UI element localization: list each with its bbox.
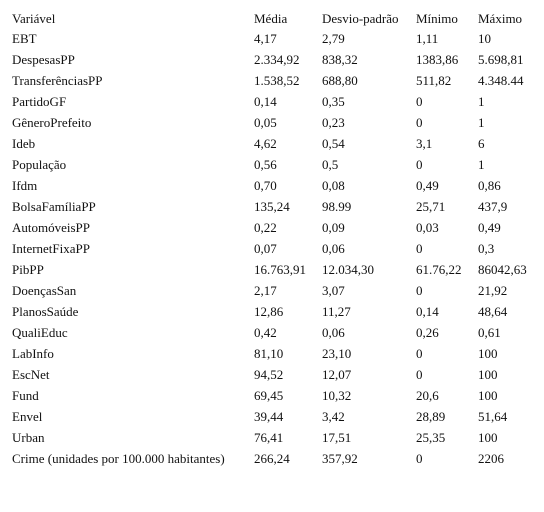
cell-std-dev: 0,09 xyxy=(322,220,345,235)
header-minimum: Mínimo xyxy=(416,11,458,26)
cell-mean: 0,42 xyxy=(254,325,277,340)
cell-variable: Ideb xyxy=(12,136,36,151)
table-row xyxy=(12,364,544,385)
cell-mean: 94,52 xyxy=(254,367,284,382)
cell-minimum: 61.76,22 xyxy=(416,262,462,277)
cell-mean: 0,07 xyxy=(254,241,277,256)
cell-maximum: 0,86 xyxy=(478,178,501,193)
cell-mean: 0,05 xyxy=(254,115,277,130)
cell-std-dev: 838,32 xyxy=(322,52,358,67)
cell-variable: Crime (unidades por 100.000 habitantes) xyxy=(12,451,225,466)
cell-minimum: 0 xyxy=(416,115,423,130)
cell-std-dev: 3,07 xyxy=(322,283,345,298)
cell-minimum: 28,89 xyxy=(416,409,446,424)
cell-minimum: 0 xyxy=(416,451,423,466)
table-row xyxy=(12,280,544,301)
cell-variable: TransferênciasPP xyxy=(12,73,103,88)
cell-std-dev: 17,51 xyxy=(322,430,352,445)
cell-maximum: 0,3 xyxy=(478,241,495,256)
cell-maximum: 1 xyxy=(478,115,485,130)
cell-maximum: 100 xyxy=(478,367,498,382)
cell-std-dev: 0,06 xyxy=(322,325,345,340)
table-row xyxy=(12,196,544,217)
table-header-row xyxy=(12,9,544,28)
header-std-dev: Desvio-padrão xyxy=(322,11,399,26)
table-row xyxy=(12,154,544,175)
cell-minimum: 25,35 xyxy=(416,430,446,445)
cell-maximum: 1 xyxy=(478,94,485,109)
cell-std-dev: 0,06 xyxy=(322,241,345,256)
cell-variable: QualiEduc xyxy=(12,325,68,340)
table-row xyxy=(12,259,544,280)
cell-variable: InternetFixaPP xyxy=(12,241,90,256)
cell-mean: 16.763,91 xyxy=(254,262,306,277)
table-row xyxy=(12,343,544,364)
header-variable: Variável xyxy=(12,11,56,26)
table-row xyxy=(12,112,544,133)
cell-std-dev: 10,32 xyxy=(322,388,352,403)
table-row xyxy=(12,28,544,49)
cell-minimum: 0 xyxy=(416,157,423,172)
cell-variable: PibPP xyxy=(12,262,44,277)
cell-minimum: 3,1 xyxy=(416,136,433,151)
cell-mean: 81,10 xyxy=(254,346,284,361)
cell-std-dev: 0,5 xyxy=(322,157,339,172)
cell-variable: AutomóveisPP xyxy=(12,220,91,235)
table-row xyxy=(12,133,544,154)
cell-minimum: 0 xyxy=(416,346,423,361)
cell-std-dev: 11,27 xyxy=(322,304,351,319)
cell-variable: Fund xyxy=(12,388,39,403)
cell-variable: População xyxy=(12,157,67,172)
cell-std-dev: 12.034,30 xyxy=(322,262,374,277)
cell-mean: 39,44 xyxy=(254,409,284,424)
table-row xyxy=(12,238,544,259)
cell-std-dev: 0,08 xyxy=(322,178,345,193)
cell-mean: 69,45 xyxy=(254,388,284,403)
cell-std-dev: 2,79 xyxy=(322,31,345,46)
cell-mean: 266,24 xyxy=(254,451,290,466)
table-row xyxy=(12,448,544,469)
cell-maximum: 0,49 xyxy=(478,220,501,235)
cell-minimum: 1,11 xyxy=(416,31,439,46)
statistics-table xyxy=(12,9,544,469)
cell-variable: DoençasSan xyxy=(12,283,77,298)
cell-maximum: 2206 xyxy=(478,451,504,466)
cell-maximum: 5.698,81 xyxy=(478,52,524,67)
cell-variable: LabInfo xyxy=(12,346,54,361)
cell-variable: PartidoGF xyxy=(12,94,67,109)
cell-minimum: 0 xyxy=(416,241,423,256)
table-row xyxy=(12,70,544,91)
cell-std-dev: 23,10 xyxy=(322,346,352,361)
cell-mean: 0,70 xyxy=(254,178,277,193)
table-row xyxy=(12,427,544,448)
cell-maximum: 1 xyxy=(478,157,485,172)
cell-minimum: 20,6 xyxy=(416,388,439,403)
cell-std-dev: 0,54 xyxy=(322,136,345,151)
cell-mean: 2.334,92 xyxy=(254,52,300,67)
cell-variable: Ifdm xyxy=(12,178,38,193)
cell-mean: 135,24 xyxy=(254,199,290,214)
cell-minimum: 1383,86 xyxy=(416,52,459,67)
cell-maximum: 437,9 xyxy=(478,199,508,214)
table-row xyxy=(12,301,544,322)
cell-maximum: 100 xyxy=(478,346,498,361)
cell-minimum: 0,14 xyxy=(416,304,439,319)
cell-variable: EBT xyxy=(12,31,37,46)
cell-maximum: 4.348.44 xyxy=(478,73,524,88)
cell-mean: 1.538,52 xyxy=(254,73,300,88)
cell-std-dev: 688,80 xyxy=(322,73,358,88)
cell-variable: BolsaFamíliaPP xyxy=(12,199,96,214)
table-row xyxy=(12,406,544,427)
cell-mean: 2,17 xyxy=(254,283,277,298)
cell-minimum: 0 xyxy=(416,94,423,109)
cell-minimum: 0,49 xyxy=(416,178,439,193)
cell-mean: 0,14 xyxy=(254,94,277,109)
cell-mean: 0,22 xyxy=(254,220,277,235)
cell-variable: PlanosSaúde xyxy=(12,304,79,319)
cell-std-dev: 0,23 xyxy=(322,115,345,130)
cell-variable: Urban xyxy=(12,430,45,445)
cell-variable: EscNet xyxy=(12,367,50,382)
cell-maximum: 51,64 xyxy=(478,409,508,424)
cell-std-dev: 3,42 xyxy=(322,409,345,424)
table-row xyxy=(12,385,544,406)
header-maximum: Máximo xyxy=(478,11,523,26)
cell-maximum: 48,64 xyxy=(478,304,508,319)
cell-variable: DespesasPP xyxy=(12,52,75,67)
cell-minimum: 0,26 xyxy=(416,325,439,340)
cell-std-dev: 357,92 xyxy=(322,451,358,466)
cell-mean: 4,62 xyxy=(254,136,277,151)
table-row xyxy=(12,217,544,238)
table-row xyxy=(12,91,544,112)
table-row xyxy=(12,49,544,70)
cell-minimum: 511,82 xyxy=(416,73,452,88)
table-row xyxy=(12,175,544,196)
cell-maximum: 0,61 xyxy=(478,325,501,340)
cell-maximum: 100 xyxy=(478,430,498,445)
cell-maximum: 10 xyxy=(478,31,491,46)
cell-minimum: 25,71 xyxy=(416,199,446,214)
cell-mean: 12,86 xyxy=(254,304,284,319)
cell-minimum: 0,03 xyxy=(416,220,439,235)
cell-variable: Envel xyxy=(12,409,43,424)
cell-maximum: 100 xyxy=(478,388,498,403)
table-row xyxy=(12,322,544,343)
cell-mean: 76,41 xyxy=(254,430,284,445)
cell-mean: 0,56 xyxy=(254,157,277,172)
cell-minimum: 0 xyxy=(416,367,423,382)
cell-maximum: 21,92 xyxy=(478,283,508,298)
cell-maximum: 86042,63 xyxy=(478,262,527,277)
cell-mean: 4,17 xyxy=(254,31,277,46)
cell-std-dev: 0,35 xyxy=(322,94,345,109)
cell-minimum: 0 xyxy=(416,283,423,298)
cell-std-dev: 12,07 xyxy=(322,367,352,382)
table-body xyxy=(12,28,544,469)
cell-variable: GêneroPrefeito xyxy=(12,115,92,130)
header-mean: Média xyxy=(254,11,288,26)
cell-maximum: 6 xyxy=(478,136,485,151)
cell-std-dev: 98.99 xyxy=(322,199,352,214)
